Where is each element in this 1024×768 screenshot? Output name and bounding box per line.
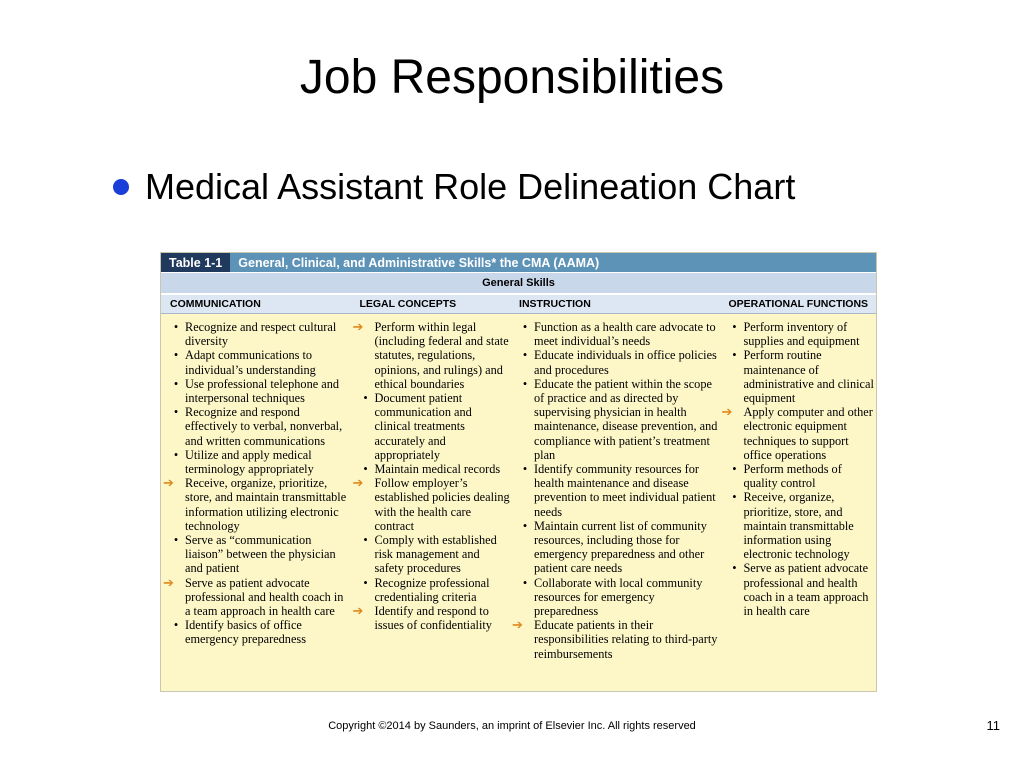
table-number: Table 1-1 bbox=[161, 253, 230, 272]
table-list-item bbox=[163, 475, 350, 533]
bullet-icon: • bbox=[363, 575, 368, 590]
bullet-icon: • bbox=[732, 462, 737, 477]
table-list-item bbox=[356, 576, 510, 604]
table-item-text: Serve as patient advocate professional and health coach in a team approach in health care bbox=[185, 575, 344, 619]
table-item-text: Perform within legal (including federal and state statutes, regulations, opinions, and rulings) and ethical boundaries bbox=[374, 320, 509, 391]
bullet-icon: • bbox=[522, 462, 528, 477]
table-item-text: Perform inventory of supplies and equipment bbox=[743, 320, 860, 349]
table-item-text: Document patient communication and clinical treatments accurately and appropriately bbox=[374, 391, 472, 462]
table-item-text: Maintain medical records bbox=[374, 462, 501, 477]
table-item-text: Recognize and respect cultural diversity bbox=[185, 320, 337, 349]
table-item-text: Recognize professional credentialing criteria bbox=[374, 575, 490, 604]
bullet-icon: • bbox=[522, 320, 528, 334]
table-item-text: Educate the patient within the scope of practice and as directed by supervising physician in health maintenance, disease prevention, and compliance with patient’s treatment plan bbox=[534, 376, 718, 462]
bullet-icon: • bbox=[732, 348, 737, 363]
column-header-row bbox=[161, 293, 876, 314]
table-item-text: Educate patients in their responsibilities relating to third-party reimbursements bbox=[534, 618, 718, 661]
table-list-item bbox=[516, 348, 719, 376]
table-caption: General, Clinical, and Administrative Skills* the CMA (AAMA) bbox=[238, 255, 600, 270]
bullet-icon: • bbox=[173, 320, 179, 334]
table-list-item bbox=[516, 519, 719, 576]
bullet-icon: • bbox=[732, 561, 737, 576]
arrow-right-icon: ➔ bbox=[512, 617, 523, 633]
table-list-item bbox=[167, 533, 350, 576]
table-item-text: Follow employer’s established policies dealing with the health care contract bbox=[374, 476, 510, 533]
slide-title: Job Responsibilities bbox=[299, 51, 725, 104]
table-list-item bbox=[167, 377, 350, 405]
table-list-item bbox=[516, 462, 719, 519]
column-instruction bbox=[510, 320, 719, 661]
table-item-text: Function as a health care advocate to meet individual’s needs bbox=[534, 320, 716, 349]
bullet-icon: • bbox=[522, 348, 528, 363]
role-delineation-table bbox=[160, 252, 877, 692]
table-list-item bbox=[725, 320, 876, 348]
table-list-item bbox=[356, 462, 510, 476]
column-header-operational-functions: OPERATIONAL FUNCTIONS bbox=[728, 298, 869, 310]
column-legal-concepts bbox=[350, 320, 510, 661]
bullet-icon: • bbox=[732, 320, 737, 334]
table-item-text: Comply with established risk management and safety procedures bbox=[374, 533, 497, 576]
bullet-icon: • bbox=[522, 518, 528, 533]
bullet-icon: • bbox=[173, 447, 179, 462]
column-header-communication: COMMUNICATION bbox=[170, 298, 261, 310]
table-list-item bbox=[721, 404, 876, 462]
table-item-text: Receive, organize, prioritize, store, and maintain transmittable information utilizing electronic technology bbox=[185, 476, 347, 533]
arrow-right-icon: ➔ bbox=[352, 603, 364, 619]
table-list-item bbox=[352, 603, 510, 633]
bullet-icon: • bbox=[363, 533, 368, 548]
table-list-item bbox=[725, 490, 876, 561]
table-item-text: Identify basics of office emergency preparedness bbox=[185, 618, 306, 647]
table-list-item bbox=[163, 574, 350, 619]
table-item-text: Perform methods of quality control bbox=[743, 462, 842, 491]
table-list-item bbox=[725, 561, 876, 618]
table-list-item bbox=[356, 533, 510, 576]
bullet-icon: • bbox=[173, 376, 179, 391]
bullet-icon: • bbox=[363, 391, 368, 406]
bullet-icon: • bbox=[363, 462, 368, 477]
table-item-text: Apply computer and other electronic equipment techniques to support office operations bbox=[743, 405, 873, 462]
bullet-text: Medical Assistant Role Delineation Chart bbox=[145, 166, 796, 207]
copyright-footer: Copyright ©2014 by Saunders, an imprint of Elsevier Inc. All rights reserved bbox=[328, 720, 696, 732]
table-body bbox=[161, 314, 876, 661]
table-list-item bbox=[167, 618, 350, 646]
table-item-text: Recognize and respond effectively to verbal, nonverbal, and written communications bbox=[185, 405, 343, 448]
table-list-item bbox=[516, 576, 719, 619]
table-item-text: Collaborate with local community resources for emergency preparedness bbox=[534, 575, 703, 619]
bullet-item bbox=[113, 166, 795, 208]
bullet-icon: • bbox=[522, 575, 528, 590]
table-section-title: General Skills bbox=[161, 272, 876, 293]
table-list-item bbox=[725, 462, 876, 490]
bullet-icon: • bbox=[173, 618, 179, 633]
table-item-text: Use professional telephone and interpersonal techniques bbox=[185, 376, 340, 406]
column-communication bbox=[161, 320, 350, 661]
arrow-right-icon: ➔ bbox=[163, 475, 174, 491]
table-item-text: Educate individuals in office policies and procedures bbox=[534, 348, 717, 377]
table-list-item bbox=[167, 405, 350, 448]
table-list-item bbox=[356, 391, 510, 462]
table-item-text: Serve as patient advocate professional and health coach in a team approach in health care bbox=[743, 561, 869, 619]
bullet-dot-icon bbox=[113, 179, 129, 195]
table-list-item bbox=[167, 320, 350, 348]
column-header-instruction: INSTRUCTION bbox=[519, 298, 591, 310]
table-item-text: Adapt communications to individual’s understanding bbox=[185, 348, 316, 377]
table-item-text: Serve as “communication liaison” between the physician and patient bbox=[185, 533, 336, 576]
table-item-text: Identify community resources for health maintenance and disease prevention to meet individual patient needs bbox=[534, 462, 716, 519]
table-item-text: Maintain current list of community resources, including those for emergency preparedness and other patient care needs bbox=[534, 518, 707, 576]
bullet-icon: • bbox=[522, 376, 528, 391]
table-item-text: Receive, organize, prioritize, store, and maintain transmittable information using electronic technology bbox=[743, 490, 854, 562]
arrow-right-icon: ➔ bbox=[721, 404, 733, 420]
arrow-right-icon: ➔ bbox=[352, 475, 364, 491]
arrow-right-icon: ➔ bbox=[163, 574, 174, 590]
column-operational-functions bbox=[719, 320, 876, 661]
bullet-icon: • bbox=[173, 348, 179, 363]
arrow-right-icon: ➔ bbox=[352, 319, 364, 334]
bullet-icon: • bbox=[173, 405, 179, 420]
table-list-item bbox=[516, 320, 719, 348]
table-item-text: Utilize and apply medical terminology appropriately bbox=[185, 447, 314, 477]
table-list-item bbox=[352, 319, 510, 391]
bullet-icon: • bbox=[173, 533, 179, 548]
table-header-bar bbox=[161, 253, 876, 272]
table-list-item bbox=[167, 348, 350, 376]
table-list-item bbox=[167, 448, 350, 476]
page-number: 11 bbox=[986, 718, 1000, 733]
bullet-icon: • bbox=[732, 490, 737, 505]
table-list-item bbox=[516, 377, 719, 462]
table-list-item bbox=[512, 617, 719, 661]
column-header-legal-concepts: LEGAL CONCEPTS bbox=[359, 298, 457, 310]
table-item-text: Perform routine maintenance of administrative and clinical equipment bbox=[743, 348, 874, 406]
table-list-item bbox=[352, 475, 510, 533]
table-item-text: Identify and respond to issues of confidentiality bbox=[374, 604, 492, 633]
table-list-item bbox=[725, 348, 876, 405]
